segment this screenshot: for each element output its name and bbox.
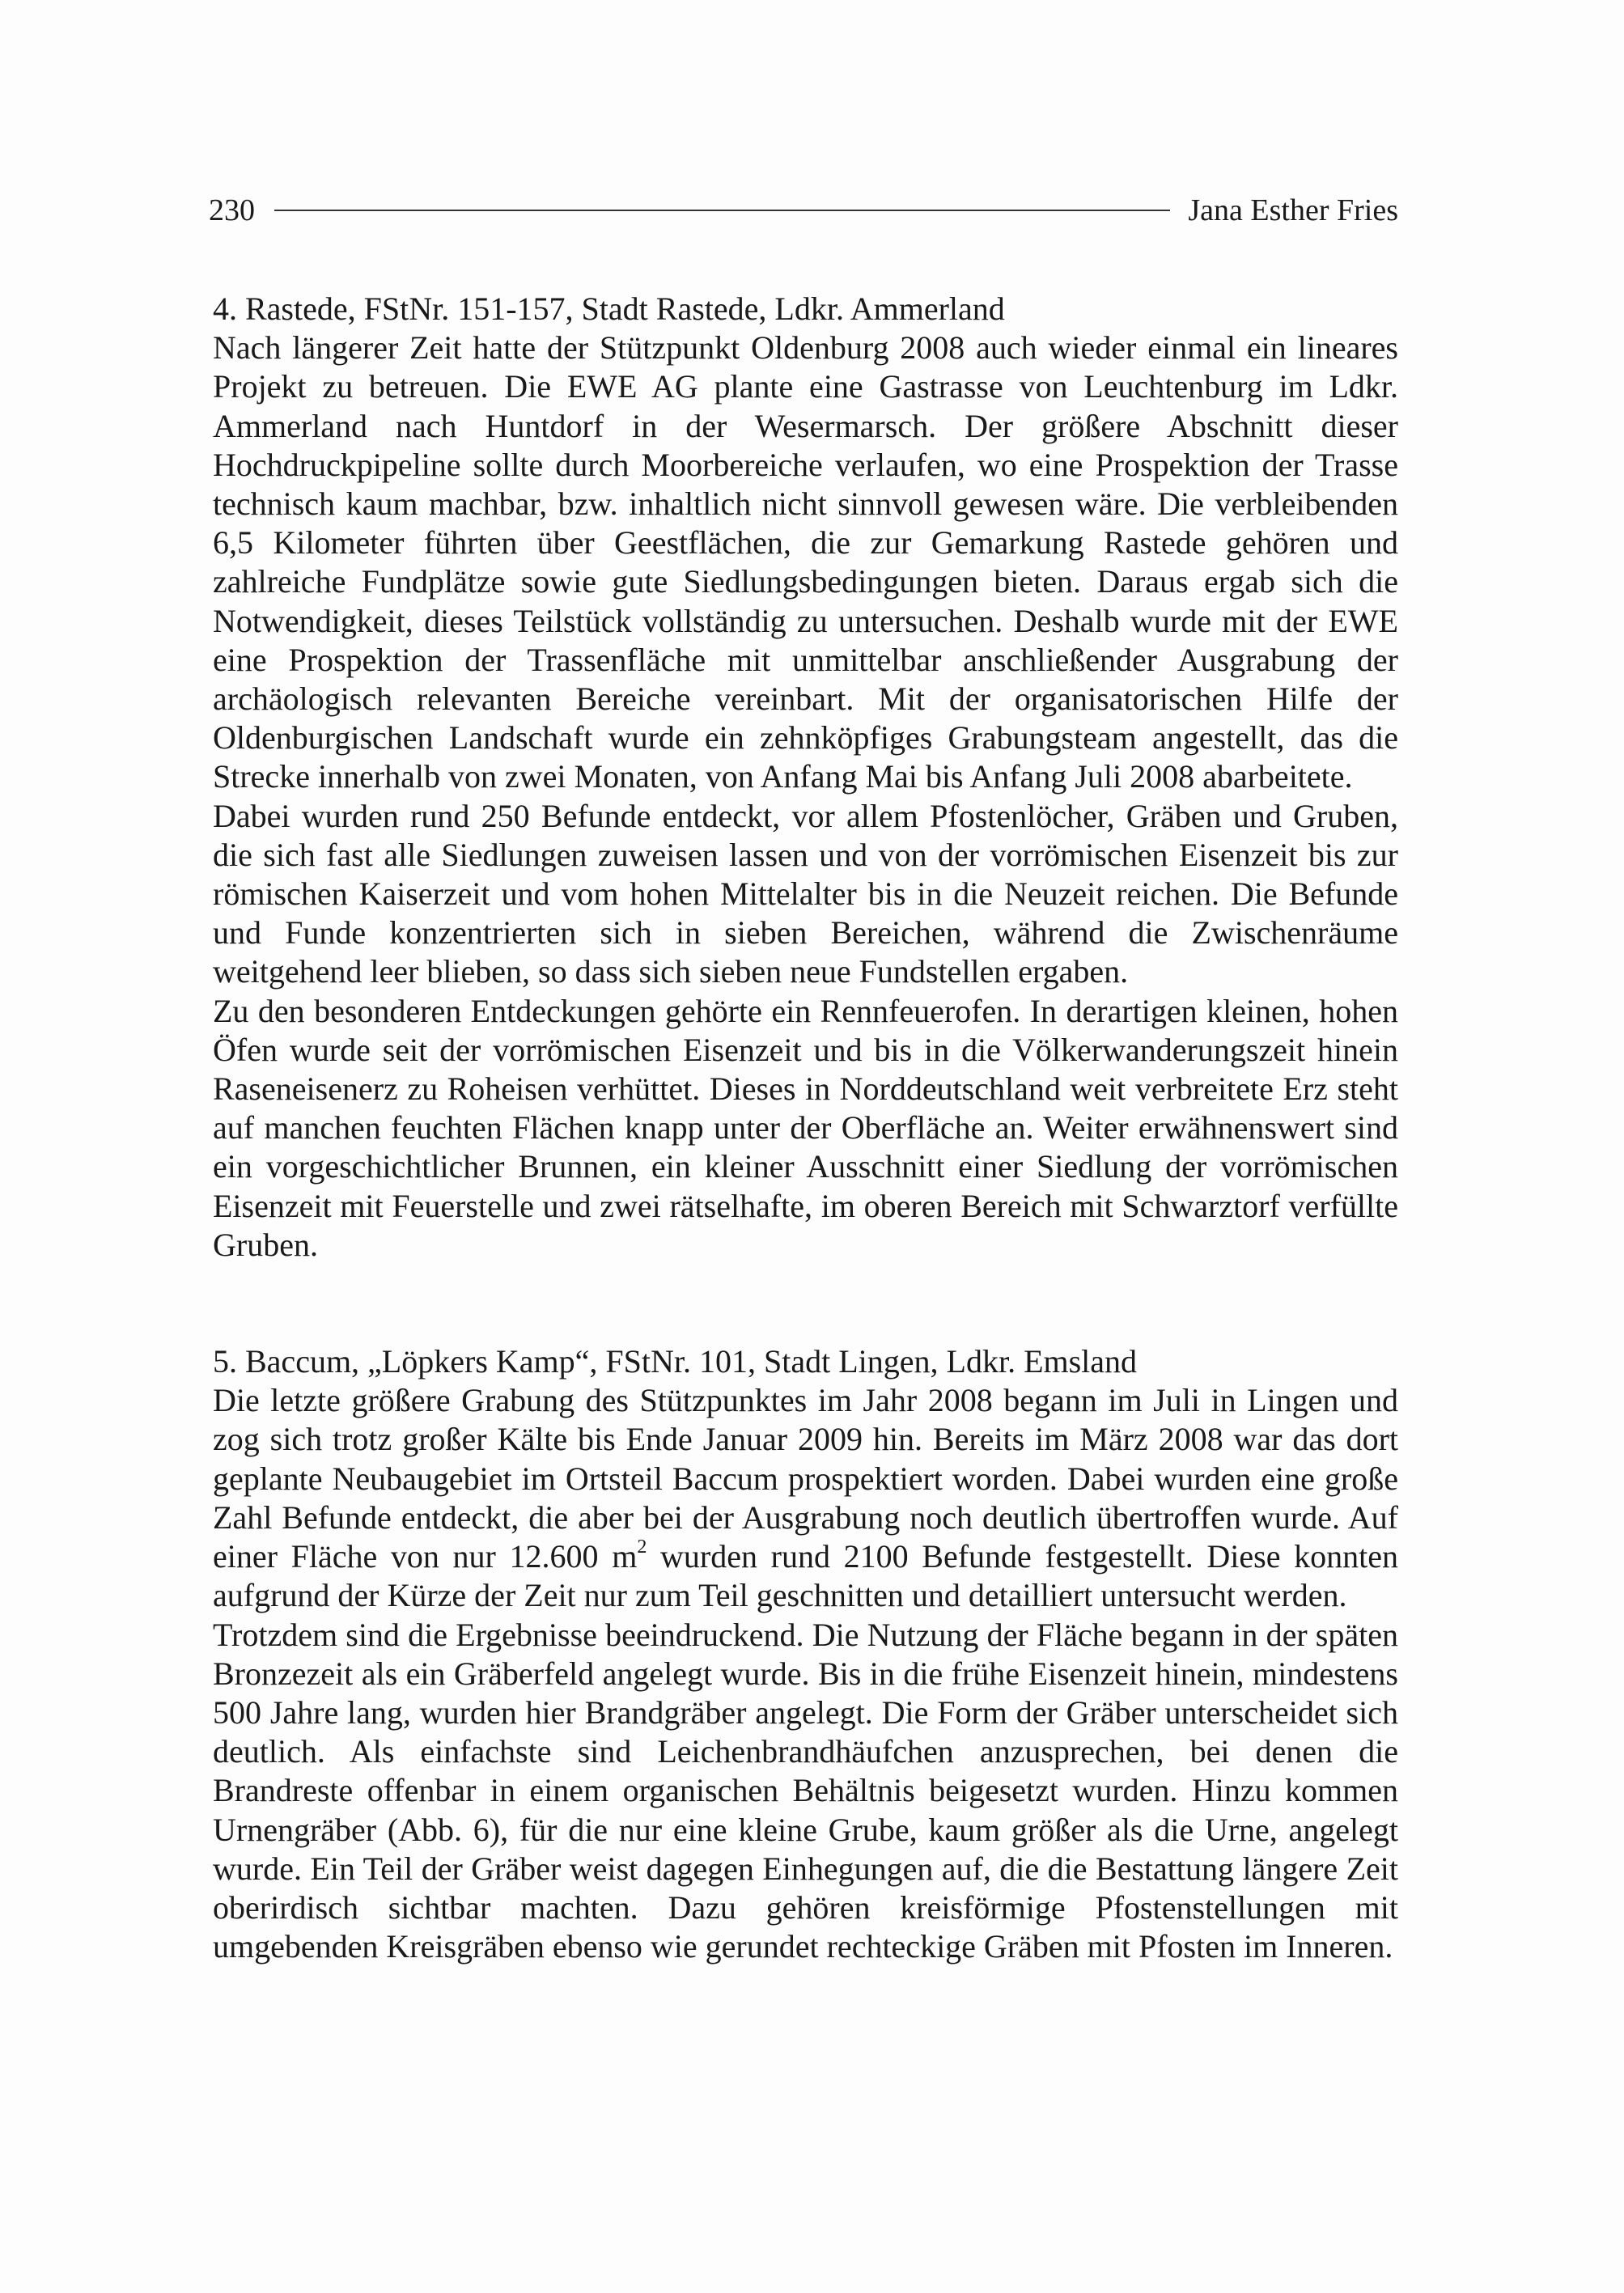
body-text — [213, 290, 1398, 1966]
header-rule — [274, 210, 1170, 211]
section-rastede — [213, 290, 1398, 1265]
paragraph: Trotzdem sind die Ergebnisse beeindruckend. Die Nutzung der Fläche begann in der späten Bronzezeit als ein Gräberfeld angelegt wurde. Bis in die frühe Eisenzeit hinein, mindestens 500 Jahre lang, wurden hier Brandgräber angelegt. Die Form der Gräber unterscheidet sich deutlich. Als einfachste sind Leichenbrandhäufchen anzusprechen, bei denen die Brandreste offenbar in einem organischen Behältnis beigesetzt wurden. Hinzu kommen Urnengräber (Abb. 6), für die nur eine kleine Grube, kaum größer als die Urne, angelegt wurde. Ein Teil der Gräber weist dagegen Einhegungen auf, die die Bestattung längere Zeit oberirdisch sichtbar machten. Dazu gehören kreisförmige Pfostenstellungen mit umgebenden Kreisgräben ebenso wie gerundet rechteckige Gräben mit Pfosten im Inneren. — [213, 1616, 1398, 1965]
paragraph: Zu den besonderen Entdeckungen gehörte ein Rennfeuerofen. In derartigen kleinen, hohen Öfen wurde seit der vorrömischen Eisenzeit und bis in die Völkerwanderungszeit hinein Raseneisenerz zu Roheisen verhüttet. Dieses in Norddeutschland weit verbreitete Erz steht auf manchen feuchten Flächen knapp unter der Oberfläche an. Weiter erwähnenswert sind ein vorgeschichtlicher Brunnen, ein kleiner Ausschnitt einer Siedlung der vorrömischen Eisenzeit mit Feuerstelle und zwei rätselhafte, im oberen Bereich mit Schwarztorf verfüllte Gruben. — [213, 992, 1398, 1263]
paragraph: Dabei wurden rund 250 Befunde entdeckt, vor allem Pfostenlöcher, Gräben und Gruben, die sich fast alle Siedlungen zuweisen lassen und von der vorrömischen Eisenzeit bis zur römischen Kaiserzeit und vom hohen Mittelalter bis in die Neuzeit reichen. Die Befunde und Funde konzentrierten sich in sieben Bereichen, während die Zwischenräume weitgehend leer blieben, so dass sich sieben neue Fundstellen ergaben. — [213, 797, 1398, 990]
section-spacer — [213, 1265, 1398, 1342]
section-heading: 5. Baccum, „Löpkers Kamp“, FStNr. 101, Stadt Lingen, Ldkr. Emsland — [213, 1343, 1138, 1380]
running-head: Jana Esther Fries — [1188, 193, 1398, 227]
paragraph — [213, 1381, 1398, 1615]
page-header — [209, 188, 1398, 233]
paragraph-text: wurden rund 2100 Befunde festgestellt. Diese konnten aufgrund der Kürze der Zeit nur zum Teil geschnitten und detailliert untersucht werden. — [213, 1538, 1398, 1614]
superscript: 2 — [637, 1536, 647, 1558]
paragraph-text: Die letzte größere Grabung des Stützpunktes im Jahr 2008 begann im Juli in Lingen und zog sich trotz großer Kälte bis Ende Januar 2009 hin. Bereits im März 2008 war das dort geplante Neubaugebiet im Ortsteil Baccum prospektiert worden. Dabei wurden eine große Zahl Befunde entdeckt, die aber bei der Ausgrabung noch deutlich übertroffen wurde. Auf einer Fläche von nur 12.600 m — [213, 1382, 1398, 1575]
page-number: 230 — [209, 193, 255, 227]
paragraph: Nach längerer Zeit hatte der Stützpunkt Oldenburg 2008 auch wieder einmal ein lineares Projekt zu betreuen. Die EWE AG plante eine Gastrasse von Leuchtenburg im Ldkr. Ammerland nach Huntdorf in der Wesermarsch. Der größere Abschnitt dieser Hochdruckpipeline sollte durch Moorbereiche verlaufen, wo eine Prospektion der Trasse technisch kaum machbar, bzw. inhaltlich nicht sinnvoll gewesen wäre. Die verbleibenden 6,5 Kilometer führten über Geestflächen, die zur Gemarkung Rastede gehören und zahlreiche Fundplätze sowie gute Siedlungsbedingungen bieten. Daraus ergab sich die Notwendigkeit, dieses Teilstück vollständig zu untersuchen. Deshalb wurde mit der EWE eine Prospektion der Trassenfläche mit unmittelbar anschließender Ausgrabung der archäologisch relevanten Bereiche vereinbart. Mit der organisatorischen Hilfe der Oldenburgischen Landschaft wurde ein zehnköpfiges Grabungsteam angestellt, das die Strecke innerhalb von zwei Monaten, von Anfang Mai bis Anfang Juli 2008 abarbeitete. — [213, 329, 1398, 795]
section-heading: 4. Rastede, FStNr. 151-157, Stadt Rastede, Ldkr. Ammerland — [213, 290, 1005, 327]
section-baccum — [213, 1342, 1398, 1966]
